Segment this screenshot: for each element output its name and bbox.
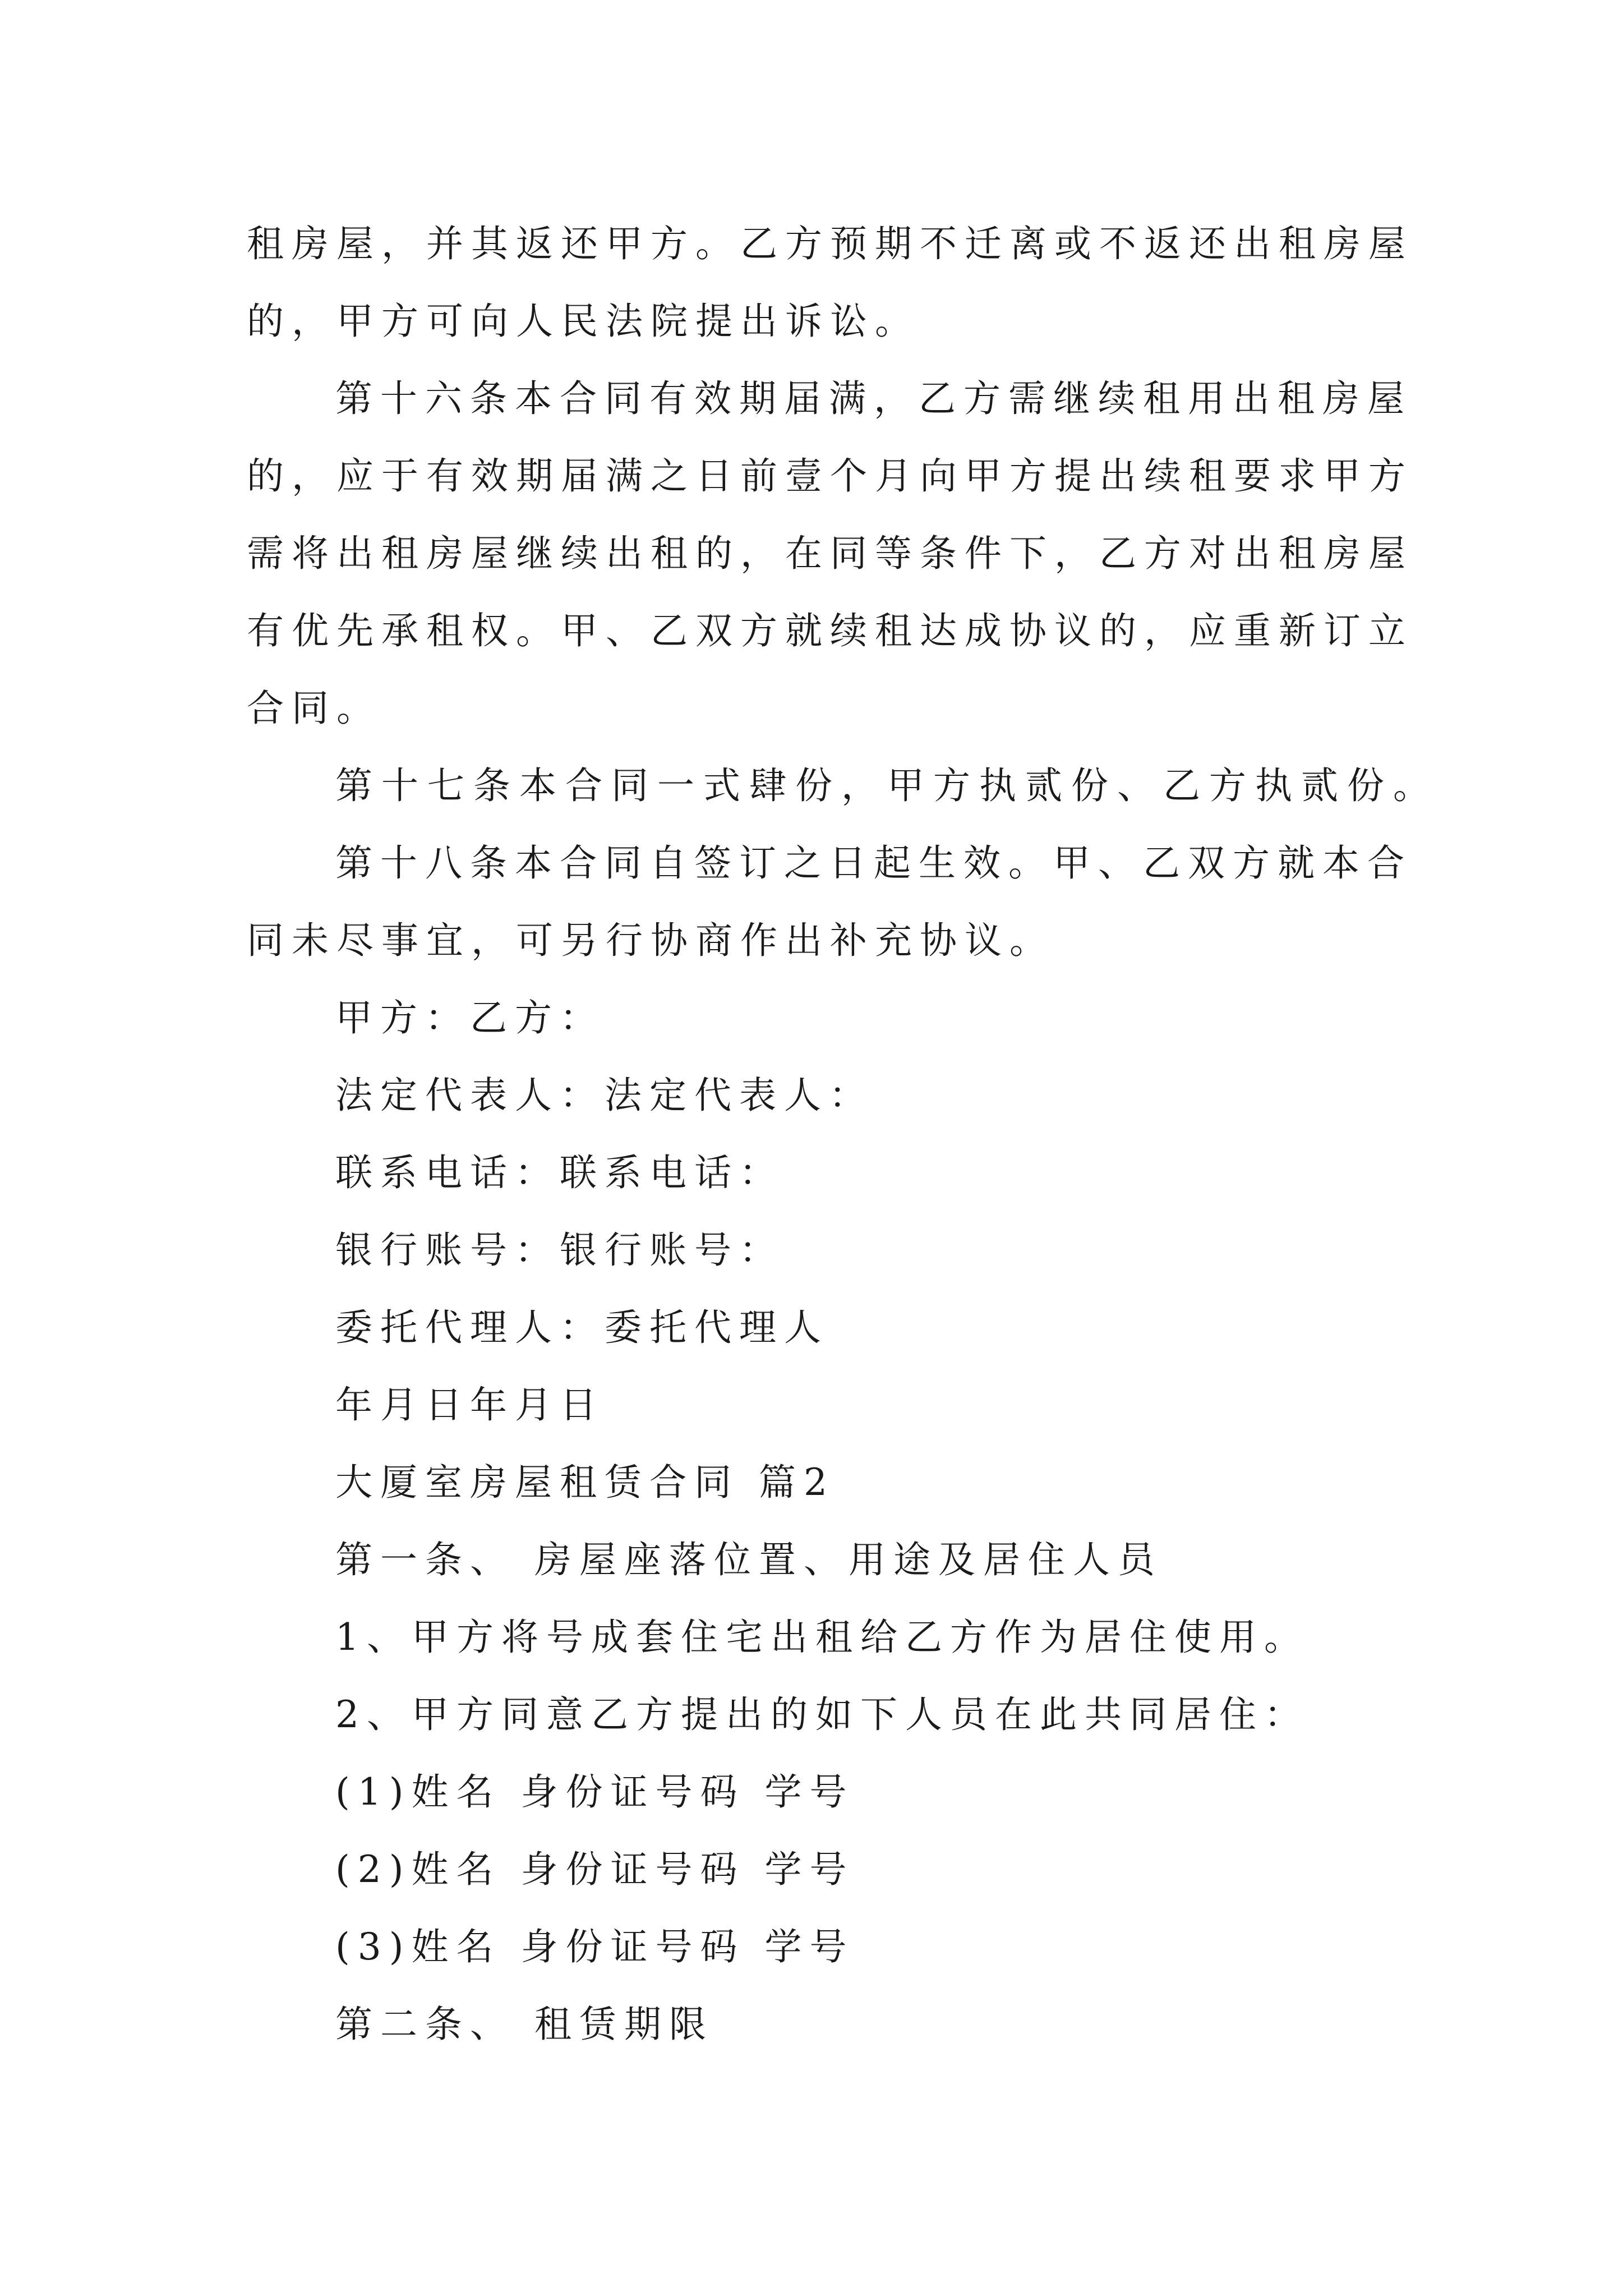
paragraph-line: 同未尽事宜，可另行协商作出补充协议。	[247, 919, 1054, 962]
paragraph-line: 需将出租房屋继续出租的，在同等条件下，乙方对出租房屋	[247, 532, 1413, 575]
paragraph-line: 2、甲方同意乙方提出的如下人员在此共同居住：	[335, 1693, 1309, 1736]
paragraph-line: 租房屋，并其返还甲方。乙方预期不迁离或不返还出租房屋	[247, 222, 1413, 265]
signature-line: 银行账号：银行账号：	[335, 1228, 784, 1272]
paragraph-line: 第十七条本合同一式肆份，甲方执贰份、乙方执贰份。	[335, 764, 1439, 807]
signature-line: 委托代理人：委托代理人	[335, 1306, 829, 1349]
resident-entry: (1)姓名 身份证号码 学号	[335, 1770, 855, 1814]
signature-line: 法定代表人：法定代表人：	[335, 1074, 874, 1117]
resident-entry: (3)姓名 身份证号码 学号	[335, 1925, 855, 1968]
paragraph-line: 第十六条本合同有效期届满，乙方需继续租用出租房屋	[335, 377, 1412, 420]
paragraph-line: 的，应于有效期届满之日前壹个月向甲方提出续租要求甲方	[247, 454, 1413, 498]
signature-line: 联系电话：联系电话：	[335, 1151, 784, 1194]
paragraph-line: 1、甲方将号成套住宅出租给乙方作为居住使用。	[335, 1616, 1309, 1659]
paragraph-line: 的，甲方可向人民法院提出诉讼。	[247, 300, 920, 343]
article-heading: 第二条、 租赁期限	[335, 2003, 714, 2046]
paragraph-line: 合同。	[247, 687, 381, 730]
date-line: 年月日年月日	[335, 1383, 605, 1427]
article-heading: 第一条、 房屋座落位置、用途及居住人员	[335, 1538, 1163, 1581]
paragraph-line: 第十八条本合同自签订之日起生效。甲、乙双方就本合	[335, 841, 1412, 885]
paragraph-line: 有优先承租权。甲、乙双方就续租达成协议的，应重新订立	[247, 609, 1413, 652]
resident-entry: (2)姓名 身份证号码 学号	[335, 1848, 855, 1891]
section-title: 大厦室房屋租赁合同 篇2	[335, 1461, 835, 1504]
signature-line: 甲方：乙方：	[335, 996, 605, 1039]
